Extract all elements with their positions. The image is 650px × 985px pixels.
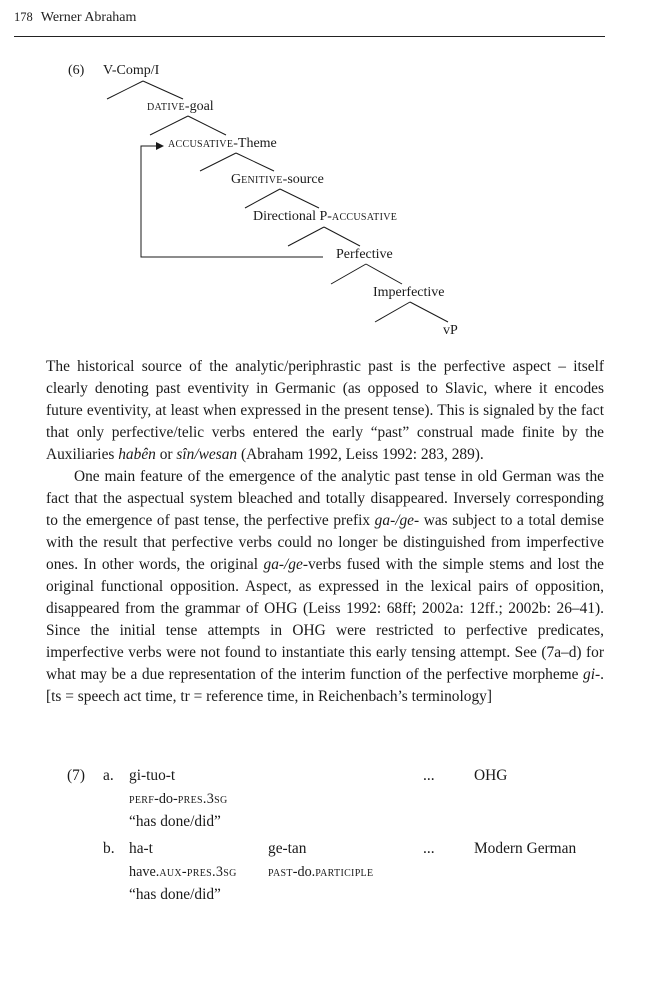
example-6-number: (6): [68, 63, 85, 78]
branch-perfective-right: [366, 264, 402, 284]
node-imperfective: Imperfective: [373, 285, 445, 300]
branch-perfective-left: [331, 264, 366, 284]
paragraph-1: The historical source of the analytic/periphrastic past is the perfective aspect – itself clearly denoting past eventivity in Germanic (as opposed to Slavic, where it encodes future eventivity, at least when expressed in the present tense). This is signaled by the fact that only perfective/telic verbs entered the early “past” construal made finite by the Auxiliaries habên or sîn/wesan (Abraham 1992, Leiss 1992: 283, 289).: [46, 358, 604, 463]
example-7b-gloss-2: past-do.participle: [268, 864, 374, 880]
branch-dative-right: [188, 116, 226, 135]
branch-dative-left: [150, 116, 188, 135]
branch-accusative-right: [236, 153, 274, 171]
example-7a-gloss: perf-do-pres.3sg: [129, 791, 228, 807]
node-v-comp-i: V-Comp/I: [103, 63, 160, 78]
example-7b-label: b.: [103, 840, 115, 857]
node-accusative-theme: accusative-Theme: [168, 136, 277, 151]
example-7a-word: gi-tuo-t: [129, 767, 176, 784]
example-7a-translation: “has done/did”: [129, 813, 221, 830]
branch-directional-left: [288, 227, 324, 246]
example-7b-gloss-1: have.aux-pres.3sg: [129, 864, 237, 880]
example-7b-ellipsis: ...: [423, 840, 435, 857]
body-text: [46, 356, 604, 708]
example-7-number: (7): [67, 767, 85, 784]
example-7a-ellipsis: ...: [423, 767, 435, 784]
branch-directional-right: [324, 227, 360, 246]
branch-accusative-left: [200, 153, 236, 171]
example-7b-word-1: ha-t: [129, 840, 153, 857]
branch-imperfective-left: [375, 302, 410, 322]
page-number: 178: [14, 10, 33, 24]
example-7b-language: Modern German: [474, 840, 577, 857]
node-perfective: Perfective: [336, 247, 393, 262]
example-7a-label: a.: [103, 767, 114, 784]
tree-branches: [0, 0, 650, 350]
syntax-tree-figure: [0, 0, 650, 350]
author-name: Werner Abraham: [40, 10, 137, 25]
branch-genitive-right: [280, 189, 319, 208]
branch-root-left: [107, 81, 143, 99]
example-7b-translation: “has done/did”: [129, 886, 221, 903]
branch-root-right: [143, 81, 183, 99]
branch-imperfective-right: [410, 302, 448, 322]
example-7b-word-2: ge-tan: [268, 840, 307, 857]
node-dative-goal: dative-goal: [147, 99, 214, 114]
node-genitive-source: Genitive-source: [231, 172, 324, 187]
movement-arrow: [141, 146, 323, 257]
example-7a-language: OHG: [474, 767, 508, 784]
branch-genitive-left: [245, 189, 280, 208]
node-vp: vP: [443, 323, 458, 338]
paragraph-2: One main feature of the emergence of the analytic past tense in old German was the fact that the aspectual system bleached and totally disappeared. Inversely corresponding to the emergence of past tense, the perfective prefix ga-/ge- was subject to a total demise with the result that perfective verbs could no longer be distinguished from imperfective ones. In other words, the original ga-/ge-verbs fused with the simple stems and lost the original functional opposition. Aspect, as expressed in the lexical pairs of opposition, disappeared from the grammar of OHG (Leiss 1992: 68ff; 2002a: 12ff.; 2002b: 26–41). Since the initial tense attempts in OHG were restricted to perfective predicates, imperfective verbs were not found to instantiate this early tensing attempt. See (7a–d) for what may be a due representation of the interim function of the perfective morpheme gi-. [ts = speech act time, tr = reference time, in Reichenbach’s terminology]: [46, 468, 604, 705]
node-directional-p: Directional P-accusative: [253, 209, 398, 224]
